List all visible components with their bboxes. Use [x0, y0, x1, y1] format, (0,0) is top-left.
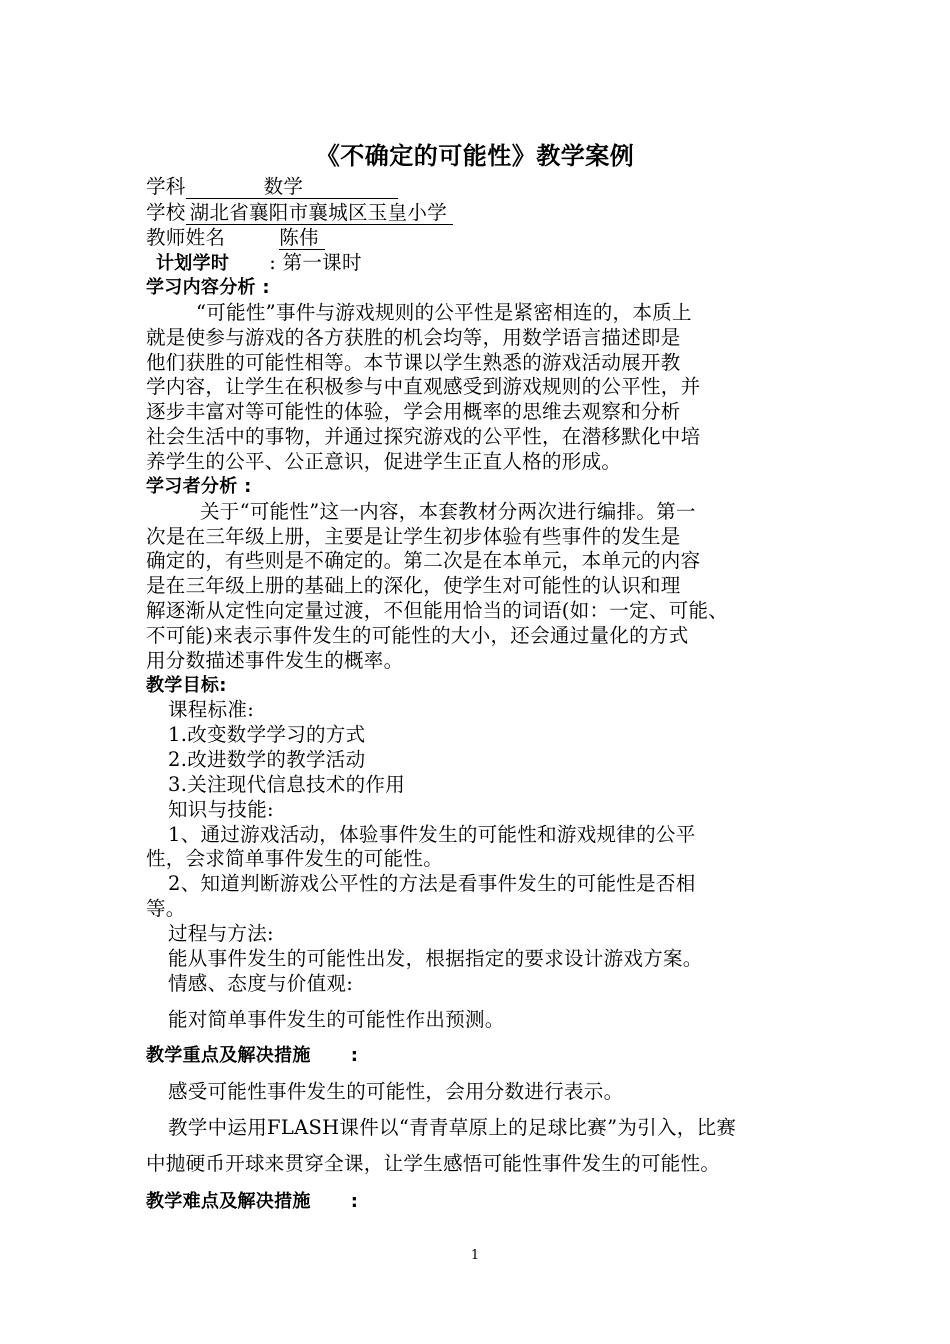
emotion-text: 能对简单事件发生的可能性作出预测。	[168, 1008, 505, 1031]
content-line-5: 逐步丰富对等可能性的体验，学会用概率的思维去观察和分析	[146, 400, 681, 423]
content-line-4: 学内容，让学生在积极参与中直观感受到游戏规则的公平性，并	[146, 375, 701, 398]
teacher-value: 陈伟	[279, 226, 319, 249]
document-title: 《不确定的可能性》教学案例	[315, 142, 635, 170]
learner-line-3: 确定的，有些则是不确定的。第二次是在本单元，本单元的内容	[146, 549, 701, 572]
teacher-row	[146, 226, 325, 250]
key-points-colon: :	[350, 1045, 359, 1066]
learner-line-5: 解逐渐从定性向定量过渡，不但能用恰当的词语(如：一定、可能、	[146, 599, 729, 622]
content-line-7: 养学生的公平、公正意识，促进学生正直人格的形成。	[146, 450, 622, 473]
content-line-6: 社会生活中的事物，并通过探究游戏的公平性，在潜移默化中培	[146, 425, 701, 448]
emotion-label: 情感、态度与价值观:	[168, 972, 354, 995]
curriculum-item-2: 2.改进数学的教学活动	[168, 748, 366, 771]
learner-analysis-heading: 学习者分析 :	[146, 476, 252, 497]
learner-line-1: 关于“可能性”这一内容，本套教材分两次进行编排。第一	[200, 500, 696, 523]
hours-label: 计划学时	[156, 253, 230, 274]
difficulties-colon: :	[350, 1191, 359, 1212]
process-text: 能从事件发生的可能性出发，根据指定的要求设计游戏方案。	[168, 947, 703, 970]
teacher-label: 教师姓名	[146, 226, 226, 249]
hours-value: 第一课时	[282, 251, 362, 274]
curriculum-label: 课程标准:	[168, 698, 255, 721]
school-field	[186, 202, 453, 225]
learner-line-2: 次是在三年级上册，主要是让学生初步体验有些事件的发生是	[146, 525, 681, 548]
content-line-3: 他们获胜的可能性相等。本节课以学生熟悉的游戏活动展开教	[146, 351, 681, 374]
teacher-field	[279, 227, 325, 250]
curriculum-item-3: 3.关注现代信息技术的作用	[168, 773, 406, 796]
process-label: 过程与方法:	[168, 922, 274, 945]
school-value: 湖北省襄阳市襄城区玉皇小学	[189, 201, 448, 224]
knowledge-line-2: 性，会求简单事件发生的可能性。	[146, 847, 444, 870]
knowledge-line-1: 1、通过游戏活动，体验事件发生的可能性和游戏规律的公平	[168, 823, 696, 846]
hours-colon: :	[269, 251, 277, 274]
key-points-heading-row	[146, 1044, 358, 1068]
knowledge-label: 知识与技能:	[168, 798, 274, 821]
content-analysis-heading: 学习内容分析 :	[146, 277, 270, 298]
subject-label: 学科	[146, 175, 186, 198]
key-points-line-1: 感受可能性事件发生的可能性，会用分数进行表示。	[168, 1080, 624, 1103]
key-points-line-2: 教学中运用FLASH课件以“青青草原上的足球比赛”为引入，比赛	[168, 1116, 737, 1139]
subject-row	[146, 175, 398, 199]
learner-line-6: 不可能)来表示事件发生的可能性的大小，还会通过量化的方式	[146, 624, 689, 647]
hours-row	[156, 251, 362, 276]
subject-value: 数学	[263, 175, 304, 198]
difficulties-heading: 教学难点及解决措施	[146, 1191, 311, 1212]
curriculum-item-1: 1.改变数学学习的方式	[168, 723, 366, 746]
knowledge-line-3: 2、知道判断游戏公平性的方法是看事件发生的可能性是否相	[168, 872, 696, 895]
page-number: 1	[470, 1248, 480, 1263]
content-line-1: “可能性”事件与游戏规则的公平性是紧密相连的，本质上	[196, 301, 692, 324]
school-row	[146, 201, 453, 225]
goals-heading: 教学目标:	[146, 675, 227, 696]
knowledge-line-4: 等。	[146, 897, 186, 920]
difficulties-heading-row	[146, 1190, 358, 1214]
key-points-line-3: 中抛硬币开球来贯穿全课，让学生感悟可能性事件发生的可能性。	[146, 1152, 721, 1175]
subject-field	[186, 176, 398, 199]
key-points-heading: 教学重点及解决措施	[146, 1045, 311, 1066]
content-line-2: 就是使参与游戏的各方获胜的机会均等，用数学语言描述即是	[146, 326, 681, 349]
school-label: 学校	[146, 201, 186, 224]
learner-line-7: 用分数描述事件发生的概率。	[146, 649, 404, 672]
learner-line-4: 是在三年级上册的基础上的深化，使学生对可能性的认识和理	[146, 574, 681, 597]
